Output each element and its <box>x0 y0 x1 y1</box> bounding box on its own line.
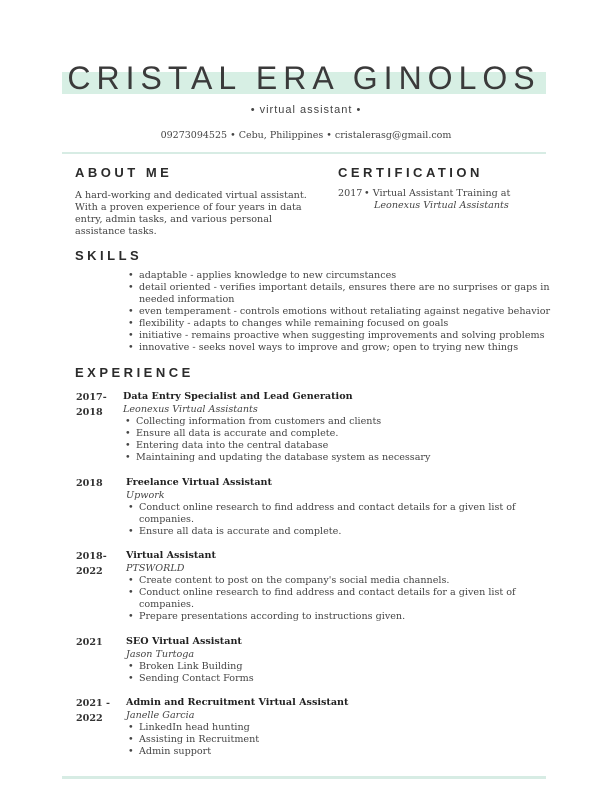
duty-item: • LinkedIn head hunting <box>126 722 536 734</box>
duty-item: • Sending Contact Forms <box>126 673 536 685</box>
about-text: A hard-working and dedicated virtual assistant. With a proven experience of four years in data entry, admin tasks, and various personal assistance tasks. <box>75 190 307 237</box>
about-heading: ABOUT ME <box>75 165 173 180</box>
duty-item: • Ensure all data is accurate and complete. <box>126 526 536 538</box>
candidate-name: CRISTAL ERA GINOLOS <box>67 60 541 96</box>
duty-item: • Prepare presentations according to instructions given. <box>126 611 536 623</box>
job-duties <box>126 502 536 538</box>
duty-item: • Assisting in Recruitment <box>126 734 536 746</box>
job-entry <box>76 549 546 623</box>
job-title: Virtual Assistant <box>126 550 216 561</box>
skill-item: • initiative - remains proactive when suggesting improvements and solving problems <box>126 330 560 342</box>
duty-item: • Collecting information from customers and clients <box>123 416 546 428</box>
job-years: 2018 <box>76 478 103 489</box>
job-company: Janelle Garcia <box>126 710 195 721</box>
duty-item: • Admin support <box>126 746 536 758</box>
job-company: PTSWORLD <box>126 563 185 574</box>
job-title: Data Entry Specialist and Lead Generation <box>123 391 353 402</box>
job-title: Admin and Recruitment Virtual Assistant <box>126 697 349 708</box>
job-company: Leonexus Virtual Assistants <box>123 404 258 415</box>
footer-divider <box>62 776 546 779</box>
job-years: 2021 - 2022 <box>76 698 111 724</box>
duty-item: • Conduct online research to find address and contact details for a given list of companies. <box>126 587 536 611</box>
job-entry <box>76 635 546 685</box>
job-entry <box>76 476 546 538</box>
skill-item: • detail oriented - verifies important details, ensures there are no surprises or gaps in needed information <box>126 282 560 306</box>
job-duties <box>126 575 536 623</box>
candidate-role: • virtual assistant • <box>250 104 362 116</box>
skills-heading: SKILLS <box>75 248 143 263</box>
duty-item: • Conduct online research to find address and contact details for a given list of companies. <box>126 502 536 526</box>
skill-item: • innovative - seeks novel ways to improve and grow; open to trying new things <box>126 342 560 354</box>
job-title: Freelance Virtual Assistant <box>126 477 272 488</box>
job-company: Upwork <box>126 490 165 501</box>
job-duties <box>126 661 536 685</box>
certification-title: • Virtual Assistant Training at <box>364 188 511 199</box>
certification-heading: CERTIFICATION <box>338 165 483 180</box>
job-duties <box>123 416 546 464</box>
duty-item: • Maintaining and updating the database system as necessary <box>123 452 546 464</box>
skills-list <box>126 270 560 354</box>
job-title: SEO Virtual Assistant <box>126 636 242 647</box>
duty-item: • Broken Link Building <box>126 661 536 673</box>
job-years: 2017- 2018 <box>76 392 107 418</box>
job-years: 2021 <box>76 637 103 648</box>
certification-year: 2017 <box>338 188 363 199</box>
duty-item: • Ensure all data is accurate and complete. <box>123 428 546 440</box>
duty-item: • Create content to post on the company's social media channels. <box>126 575 536 587</box>
job-company: Jason Turtoga <box>126 649 195 660</box>
job-entry <box>76 696 546 758</box>
skill-item: • flexibility - adapts to changes while remaining focused on goals <box>126 318 560 330</box>
experience-heading: EXPERIENCE <box>75 365 194 380</box>
contact-info: 09273094525 • Cebu, Philippines • cristalerasg@gmail.com <box>160 130 452 141</box>
job-entry <box>76 390 546 464</box>
job-years: 2018- 2022 <box>76 551 107 577</box>
skill-item: • even temperament - controls emotions without retaliating against negative behavior <box>126 306 560 318</box>
job-duties <box>126 722 536 758</box>
duty-item: • Entering data into the central database <box>123 440 546 452</box>
header-divider <box>62 152 546 154</box>
certification-org: Leonexus Virtual Assistants <box>374 200 509 211</box>
skill-item: • adaptable - applies knowledge to new circumstances <box>126 270 560 282</box>
